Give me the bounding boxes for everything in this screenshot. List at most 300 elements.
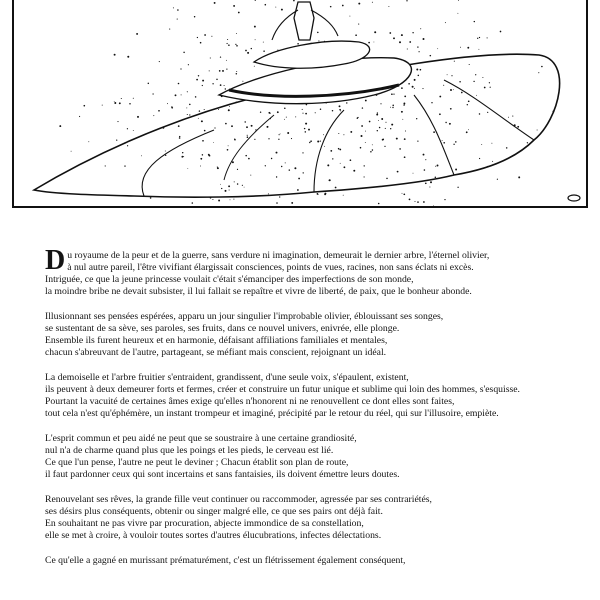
stipple-dot	[233, 199, 234, 200]
stipple-dot	[475, 74, 476, 75]
stipple-dot	[466, 131, 468, 133]
stipple-dot	[355, 34, 357, 36]
stipple-dot	[250, 175, 251, 176]
stipple-dot	[453, 89, 454, 90]
stipple-dot	[506, 147, 508, 149]
stipple-dot	[114, 54, 116, 56]
poem-stanza	[45, 433, 585, 481]
stipple-dot	[489, 82, 490, 83]
stipple-dot	[500, 31, 502, 33]
stipple-dot	[276, 202, 278, 204]
stipple-dot	[538, 72, 539, 73]
stipple-dot	[238, 12, 240, 14]
stipple-dot	[317, 141, 319, 143]
stipple-dot	[414, 88, 415, 89]
stipple-dot	[127, 128, 128, 129]
poem-text	[45, 245, 585, 580]
stipple-dot	[129, 103, 131, 105]
stipple-dot	[364, 165, 365, 166]
stipple-dot	[450, 108, 452, 110]
stipple-dot	[59, 125, 61, 127]
stipple-dot	[196, 79, 198, 81]
stipple-dot	[200, 166, 201, 167]
stipple-dot	[121, 98, 122, 99]
stipple-dot	[245, 155, 247, 157]
stipple-dot	[399, 148, 401, 150]
stipple-dot	[370, 151, 372, 153]
stipple-dot	[396, 138, 398, 140]
stipple-dot	[305, 113, 307, 115]
stipple-dot	[318, 194, 319, 195]
stipple-dot	[220, 184, 221, 185]
stipple-dot	[377, 130, 378, 131]
stipple-dot	[368, 42, 370, 44]
poem-stanza	[45, 494, 585, 542]
stipple-dot	[439, 96, 441, 98]
stipple-dot	[268, 138, 269, 139]
stipple-dot	[425, 159, 426, 160]
skirt-fold	[224, 115, 274, 180]
stipple-dot	[202, 80, 204, 82]
stipple-dot	[447, 74, 448, 75]
stipple-dot	[358, 24, 359, 25]
stipple-dot	[393, 37, 395, 39]
stipple-dot	[439, 113, 441, 115]
stipple-dot	[517, 126, 519, 128]
stipple-dot	[197, 37, 198, 38]
stipple-dot	[200, 158, 202, 160]
stipple-dot	[212, 199, 213, 200]
stipple-dot	[246, 126, 248, 128]
stipple-dot	[105, 165, 106, 166]
poem-line: u royaume de la peur et de la guerre, sans verdure ni imagination, demeurait le dernier arbre, l'éternel olivier,	[67, 250, 490, 261]
stipple-dot	[230, 199, 231, 200]
poem-line: ils peuvent à deux demeurer forts et fermes, créer et construire un futur unique et sublime qui loin des hommes, s'esquisse.	[45, 384, 520, 395]
stipple-dot	[201, 120, 203, 122]
stipple-dot	[372, 149, 374, 151]
stipple-dot	[407, 48, 408, 49]
poem-line: tout cela n'est qu'éphémère, un instant trompeur et imaginé, précipité par le retour du réel, qui sur l'illusoire, empiète.	[45, 408, 499, 419]
stipple-dot	[119, 102, 121, 104]
stipple-dot	[476, 95, 477, 96]
stipple-dot	[339, 105, 341, 107]
stipple-dot	[403, 193, 405, 195]
stipple-dot	[71, 151, 72, 152]
poem-line: elle se met à croire, à vouloir toutes sortes d'autres élucubrations, infectes délectations.	[45, 530, 382, 541]
stipple-dot	[202, 85, 203, 86]
stipple-dot	[213, 142, 214, 143]
stipple-dot	[343, 134, 344, 135]
stipple-dot	[454, 61, 455, 62]
stipple-dot	[204, 34, 206, 36]
stipple-dot	[468, 129, 469, 130]
stipple-dot	[260, 112, 261, 113]
stipple-dot	[218, 109, 219, 110]
stipple-dot	[481, 144, 482, 145]
stipple-dot	[414, 79, 416, 81]
stipple-dot	[379, 127, 381, 129]
stipple-dot	[220, 84, 222, 86]
stipple-dot	[473, 81, 474, 82]
stipple-dot	[445, 22, 446, 23]
stipple-dot	[361, 135, 363, 137]
stipple-dot	[404, 138, 406, 140]
stipple-dot	[217, 167, 219, 169]
stipple-dot	[389, 32, 391, 34]
dancer-illustration	[14, 0, 586, 206]
stipple-dot	[245, 50, 247, 52]
stipple-dot	[192, 202, 194, 204]
stipple-dot	[127, 56, 129, 58]
poem-line: ses désirs plus conséquents, obtenir ou singer malgré elle, ce que ses pairs ont déjà fait.	[45, 506, 383, 517]
stipple-dot	[479, 158, 480, 159]
stipple-dot	[309, 142, 310, 143]
stipple-dot	[339, 149, 341, 151]
poem-line: Ensemble ils furent heureux et en harmonie, défaisant affiliations familiales et mentales,	[45, 335, 388, 346]
stipple-dot	[231, 125, 233, 127]
stipple-dot	[304, 128, 305, 129]
stipple-dot	[381, 118, 383, 120]
stipple-dot	[275, 7, 276, 8]
stipple-dot	[412, 32, 413, 33]
stipple-dot	[179, 136, 180, 137]
stipple-dot	[303, 172, 304, 173]
stipple-dot	[420, 69, 422, 71]
stipple-dot	[178, 83, 180, 85]
stipple-dot	[159, 61, 160, 62]
stipple-dot	[365, 100, 367, 102]
stipple-dot	[114, 101, 115, 102]
stipple-dot	[289, 169, 290, 170]
stipple-dot	[468, 100, 470, 102]
stipple-dot	[431, 102, 432, 103]
stipple-dot	[242, 185, 243, 186]
stipple-dot	[461, 92, 463, 94]
stipple-dot	[537, 130, 538, 131]
stipple-dot	[402, 119, 403, 120]
stipple-dot	[124, 165, 125, 166]
stipple-dot	[433, 205, 434, 206]
stipple-dot	[388, 6, 389, 7]
stipple-dot	[220, 56, 221, 57]
stipple-dot	[512, 116, 513, 117]
stipple-dot	[263, 42, 264, 43]
stipple-dot	[373, 42, 374, 43]
stipple-dot	[281, 166, 282, 167]
stipple-dot	[233, 5, 235, 7]
stipple-dot	[450, 89, 452, 91]
stipple-dot	[284, 119, 285, 120]
stipple-dot	[329, 179, 331, 181]
stipple-dot	[228, 185, 230, 187]
stipple-dot	[102, 105, 103, 106]
stipple-dot	[219, 70, 221, 72]
stipple-dot	[469, 64, 470, 65]
stipple-dot	[83, 105, 85, 107]
stipple-dot	[236, 45, 238, 47]
stipple-dot	[377, 112, 378, 113]
stipple-dot	[297, 189, 299, 191]
stipple-dot	[338, 133, 339, 134]
stipple-dot	[455, 169, 457, 171]
stipple-dot	[236, 33, 237, 34]
stipple-dot	[305, 131, 307, 133]
stipple-dot	[416, 69, 418, 71]
stipple-dot	[484, 87, 486, 89]
stipple-dot	[242, 81, 243, 82]
stipple-dot	[141, 155, 142, 156]
stipple-dot	[234, 181, 235, 182]
stipple-dot	[133, 98, 134, 99]
stipple-dot	[224, 85, 225, 86]
stipple-dot	[247, 136, 249, 138]
stipple-dot	[228, 145, 229, 146]
stipple-dot	[116, 139, 117, 140]
stipple-dot	[251, 48, 252, 49]
stipple-dot	[474, 21, 475, 22]
stipple-dot	[298, 178, 300, 180]
poem-line: se sustentant de sa sève, ses paroles, ses fruits, dans ce nouvel univers, enivrée, elle plonge.	[45, 323, 400, 334]
drop-cap: D	[45, 245, 66, 276]
stipple-dot	[247, 135, 248, 136]
stipple-dot	[295, 116, 296, 117]
stipple-dot	[444, 199, 445, 200]
stipple-dot	[443, 142, 445, 144]
stipple-dot	[374, 31, 376, 33]
stipple-dot	[327, 164, 329, 166]
stipple-dot	[406, 0, 407, 1]
stipple-dot	[268, 112, 270, 114]
skirt-fold	[414, 95, 454, 175]
stipple-dot	[479, 113, 480, 114]
stipple-dot	[177, 19, 178, 20]
stipple-dot	[405, 130, 406, 131]
stipple-dot	[225, 123, 227, 125]
stipple-dot	[350, 131, 352, 133]
stipple-dot	[318, 40, 319, 41]
stipple-dot	[382, 139, 384, 141]
stipple-dot	[158, 110, 160, 112]
stipple-dot	[189, 114, 190, 115]
stipple-dot	[455, 141, 457, 143]
stipple-dot	[403, 104, 404, 105]
stipple-dot	[467, 47, 469, 49]
stipple-dot	[409, 41, 411, 43]
stipple-dot	[276, 152, 278, 154]
stipple-dot	[137, 116, 139, 118]
artist-signature	[568, 195, 580, 201]
poem-stanza	[45, 555, 585, 567]
stipple-dot	[339, 109, 341, 111]
stipple-dot	[148, 83, 149, 84]
stipple-dot	[291, 138, 292, 139]
stipple-dot	[198, 75, 199, 76]
poem-line: il faut pardonner ceux qui sont incertains et sans fantaisies, ils doivent émettre leurs doutes.	[45, 469, 400, 480]
stipple-dot	[280, 134, 281, 135]
stipple-dot	[183, 156, 184, 157]
stipple-dot	[228, 109, 230, 111]
stipple-dot	[324, 193, 326, 195]
poem-line: Intriguée, ce que la jeune princesse voulait c'était s'émanciper des imperfections de son monde,	[45, 274, 414, 285]
stipple-dot	[340, 163, 341, 164]
stipple-dot	[423, 154, 425, 156]
stipple-dot	[478, 49, 479, 50]
stipple-dot	[202, 140, 204, 142]
poem-line: nul n'a de charme quand plus que les poings et les pieds, le cerveau est lié.	[45, 445, 334, 456]
stipple-dot	[385, 128, 386, 129]
stipple-dot	[350, 159, 352, 161]
stipple-dot	[393, 93, 394, 94]
stipple-dot	[445, 122, 446, 123]
stipple-dot	[508, 117, 509, 118]
stipple-dot	[433, 131, 435, 133]
stipple-dot	[487, 112, 488, 113]
stipple-dot	[412, 86, 414, 88]
stipple-dot	[401, 87, 403, 89]
poem-line: En souhaitant ne pas vivre par procuration, abjecte immondice de sa constellation,	[45, 518, 364, 529]
stipple-dot	[278, 139, 279, 140]
poem-stanza	[45, 245, 585, 298]
stipple-dot	[457, 187, 458, 188]
stipple-dot	[181, 156, 183, 158]
stipple-dot	[209, 155, 211, 157]
stipple-dot	[114, 102, 116, 104]
stipple-dot	[244, 121, 245, 122]
poem-line: la moindre bribe ne devait subsister, il lui fallait se repaître et vivre de liberté, de paix, que le bonheur abonde.	[45, 286, 472, 297]
stipple-dot	[281, 9, 283, 11]
stipple-dot	[302, 109, 303, 110]
stipple-dot	[409, 199, 411, 201]
stipple-dot	[437, 165, 439, 167]
stipple-dot	[237, 183, 239, 185]
stipple-dot	[497, 179, 498, 180]
stipple-dot	[209, 70, 210, 71]
stipple-dot	[402, 193, 403, 194]
stipple-dot	[365, 131, 366, 132]
stipple-dot	[279, 196, 280, 197]
arm	[272, 10, 298, 40]
stipple-dot	[364, 176, 365, 177]
stipple-dot	[204, 130, 206, 132]
stipple-dot	[195, 96, 197, 98]
stipple-dot	[302, 152, 303, 153]
illustration-frame	[12, 0, 588, 208]
stipple-dot	[443, 85, 444, 86]
stipple-dot	[127, 145, 128, 146]
stipple-dot	[248, 158, 250, 160]
stipple-dot	[308, 129, 310, 131]
stipple-dot	[349, 16, 350, 17]
stipple-dot	[236, 73, 238, 75]
stipple-dot	[392, 105, 394, 107]
stipple-dot	[330, 6, 332, 8]
poem-line: Ce que l'un pense, l'autre ne peut le deviner ; Chacun établit son plan de route,	[45, 457, 349, 468]
stipple-dot	[226, 60, 227, 61]
stipple-dot	[332, 110, 333, 111]
stipple-dot	[320, 141, 321, 142]
stipple-dot	[204, 109, 205, 110]
stipple-dot	[293, 0, 295, 1]
stipple-dot	[214, 2, 216, 4]
stipple-dot	[247, 52, 249, 54]
stipple-dot	[335, 187, 337, 189]
stipple-dot	[353, 170, 355, 172]
stipple-dot	[442, 140, 443, 141]
stipple-dot	[254, 66, 255, 67]
stipple-dot	[199, 110, 200, 111]
stipple-dot	[430, 181, 432, 183]
stipple-dot	[225, 190, 227, 192]
stipple-dot	[212, 83, 213, 84]
stipple-dot	[194, 16, 195, 17]
stipple-dot	[216, 79, 217, 80]
stipple-dot	[380, 103, 381, 104]
stipple-dot	[267, 126, 268, 127]
stipple-dot	[167, 103, 168, 104]
stipple-dot	[175, 94, 177, 96]
stipple-dot	[449, 123, 451, 125]
stipple-dot	[362, 107, 363, 108]
stipple-dot	[459, 81, 461, 83]
stipple-dot	[287, 132, 289, 134]
stipple-dot	[342, 5, 344, 7]
stipple-dot	[376, 114, 378, 116]
stipple-dot	[417, 46, 418, 47]
stipple-dot	[225, 88, 226, 89]
stipple-dot	[386, 178, 388, 180]
stipple-dot	[330, 150, 332, 152]
stipple-dot	[390, 107, 391, 108]
stipple-dot	[214, 127, 215, 128]
stipple-dot	[181, 94, 182, 95]
stipple-dot	[254, 26, 256, 28]
stipple-dot	[372, 2, 373, 3]
stipple-dot	[310, 140, 312, 142]
stipple-dot	[305, 123, 307, 125]
poem-line: Pourtant la vacuité de certaines âmes exige qu'elles n'honorent ni ne renouvellent ce dont elles sont faites,	[45, 396, 455, 407]
stipple-dot	[218, 200, 220, 202]
stipple-dot	[237, 169, 238, 170]
stipple-dot	[265, 4, 267, 6]
stipple-dot	[279, 134, 280, 135]
stipple-dot	[79, 116, 80, 117]
arm	[311, 10, 338, 36]
stipple-dot	[399, 41, 401, 43]
poem-line: à nul autre pareil, l'être vivifiant élargissait consciences, points de vues, racines, non sans éclats ni excès.	[67, 262, 474, 273]
stipple-dot	[435, 177, 437, 179]
stipple-dot	[165, 151, 166, 152]
stipple-dot	[429, 186, 430, 187]
stipple-dot	[265, 165, 266, 166]
stipple-dot	[276, 176, 277, 177]
stipple-dot	[294, 167, 296, 169]
stipple-dot	[346, 102, 347, 103]
stipple-dot	[391, 93, 393, 95]
stipple-dot	[117, 121, 118, 122]
stipple-dot	[414, 201, 415, 202]
stipple-dot	[228, 44, 230, 46]
stipple-dot	[235, 44, 236, 45]
stipple-dot	[460, 47, 461, 48]
stipple-dot	[251, 125, 253, 127]
stipple-dot	[423, 38, 425, 40]
stipple-dot	[315, 112, 316, 113]
stipple-dot	[338, 148, 340, 150]
torso	[294, 2, 314, 40]
stipple-dot	[422, 88, 423, 89]
stipple-dot	[227, 39, 228, 40]
poem-stanza	[45, 311, 585, 359]
